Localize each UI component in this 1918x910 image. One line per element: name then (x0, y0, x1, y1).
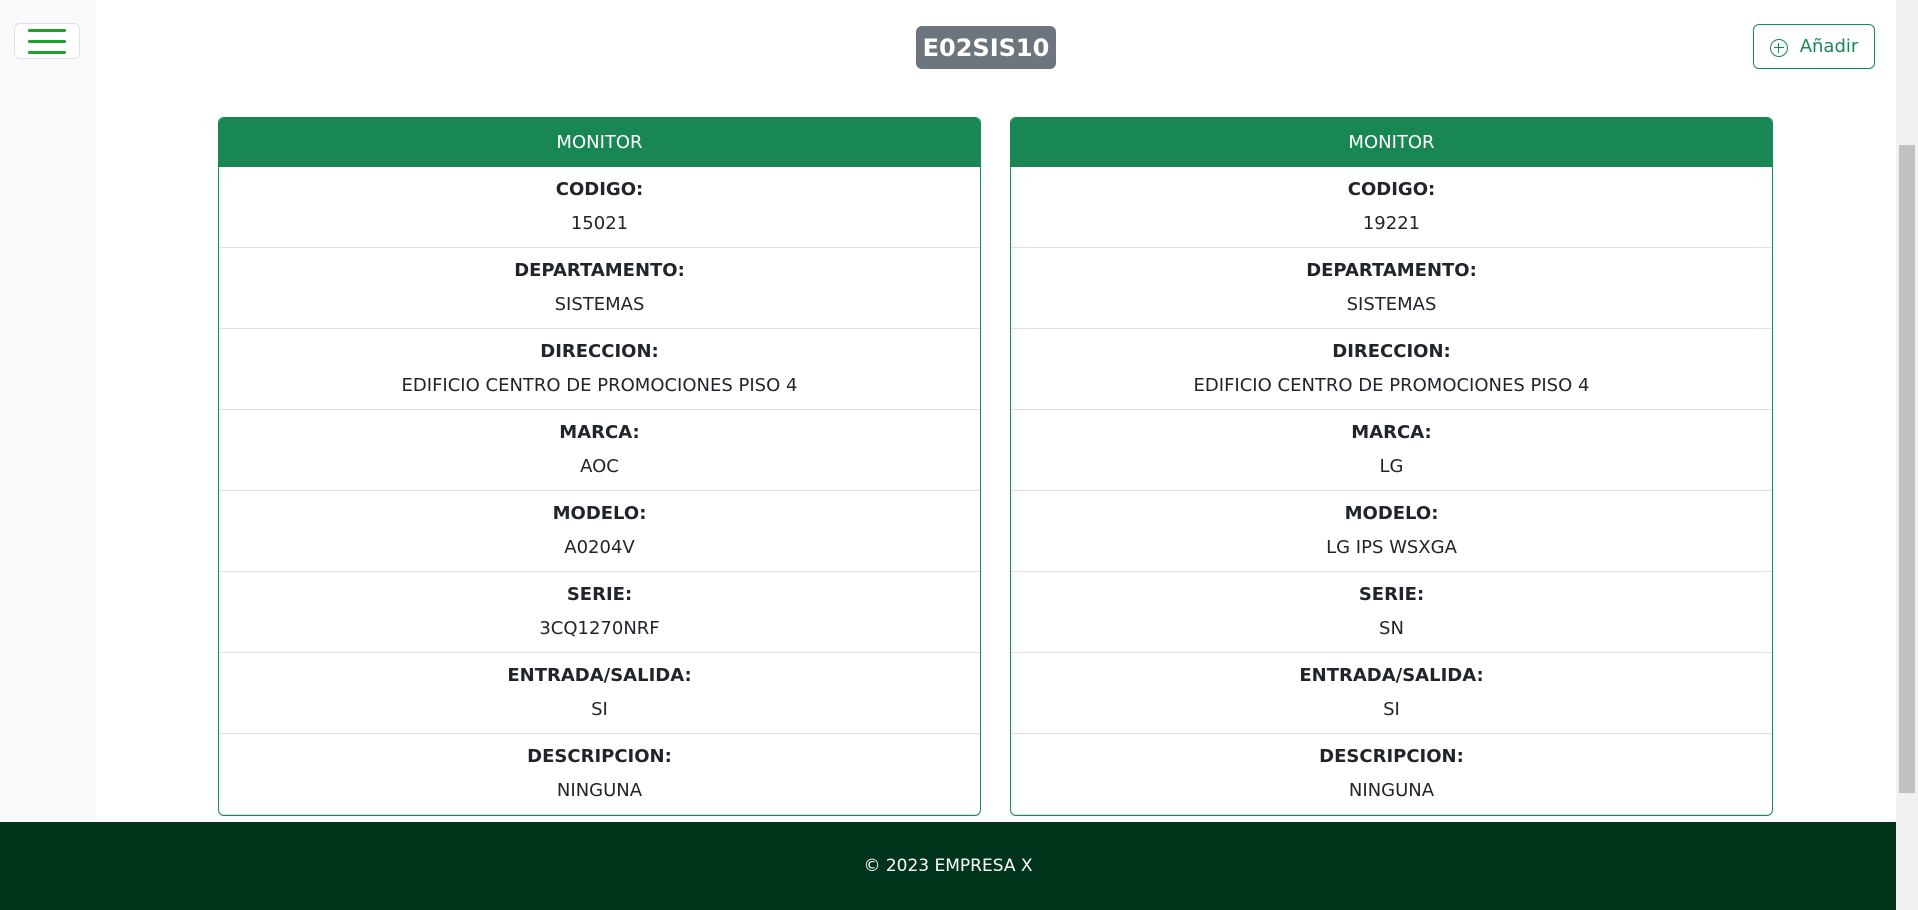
field-label: MODELO: (552, 503, 647, 524)
page-title-badge: E02SIS10 (916, 26, 1056, 69)
field-departamento (219, 248, 980, 329)
field-value: SI (1383, 699, 1400, 720)
footer (0, 822, 1896, 910)
page-scrollbar[interactable] (1896, 0, 1918, 910)
field-value: SI (591, 699, 608, 720)
field-label: DESCRIPCION: (527, 746, 672, 767)
card-header: MONITOR (219, 118, 980, 167)
field-codigo (219, 167, 980, 248)
field-label: SERIE: (566, 584, 633, 605)
equipment-card-1 (218, 117, 981, 816)
field-label: DESCRIPCION: (1319, 746, 1464, 767)
field-serie (1011, 572, 1772, 653)
field-value: AOC (580, 456, 619, 477)
field-value: LG IPS WSXGA (1326, 537, 1457, 558)
field-descripcion (219, 734, 980, 815)
field-direccion (219, 329, 980, 410)
field-entrada-salida (219, 653, 980, 734)
field-label: ENTRADA/SALIDA: (507, 665, 692, 686)
footer-copyright: © 2023 EMPRESA X (863, 856, 1033, 876)
equipment-card-2 (1010, 117, 1773, 816)
field-value: 3CQ1270NRF (539, 618, 660, 639)
field-value: A0204V (564, 537, 635, 558)
field-marca (1011, 410, 1772, 491)
field-label: CODIGO: (1347, 179, 1436, 200)
field-label: MARCA: (559, 422, 640, 443)
field-label: DEPARTAMENTO: (514, 260, 685, 281)
field-label: SERIE: (1358, 584, 1425, 605)
field-serie (219, 572, 980, 653)
field-entrada-salida (1011, 653, 1772, 734)
field-direccion (1011, 329, 1772, 410)
field-value: SN (1379, 618, 1404, 639)
field-descripcion (1011, 734, 1772, 815)
hamburger-icon (28, 27, 66, 55)
field-label: DEPARTAMENTO: (1306, 260, 1477, 281)
field-marca (219, 410, 980, 491)
field-label: MARCA: (1351, 422, 1432, 443)
field-value: 15021 (570, 213, 629, 234)
field-label: DIRECCION: (1332, 341, 1451, 362)
field-label: DIRECCION: (540, 341, 659, 362)
field-value: SISTEMAS (1346, 294, 1437, 315)
field-value: NINGUNA (1348, 780, 1435, 801)
field-label: CODIGO: (555, 179, 644, 200)
card-header: MONITOR (1011, 118, 1772, 167)
field-departamento (1011, 248, 1772, 329)
scrollbar-thumb[interactable] (1899, 145, 1915, 793)
field-codigo (1011, 167, 1772, 248)
add-button[interactable] (1753, 24, 1875, 69)
field-value: 19221 (1362, 213, 1421, 234)
field-value: SISTEMAS (554, 294, 645, 315)
field-value: EDIFICIO CENTRO DE PROMOCIONES PISO 4 (1193, 375, 1590, 396)
menu-toggle-button[interactable] (14, 23, 80, 59)
field-value: NINGUNA (556, 780, 643, 801)
sidebar (0, 0, 96, 822)
add-button-label: Añadir (1799, 36, 1859, 57)
plus-circle-icon (1770, 39, 1788, 57)
field-label: ENTRADA/SALIDA: (1299, 665, 1484, 686)
field-label: MODELO: (1344, 503, 1439, 524)
field-value: EDIFICIO CENTRO DE PROMOCIONES PISO 4 (401, 375, 798, 396)
field-value: LG (1379, 456, 1404, 477)
field-modelo (1011, 491, 1772, 572)
field-modelo (219, 491, 980, 572)
